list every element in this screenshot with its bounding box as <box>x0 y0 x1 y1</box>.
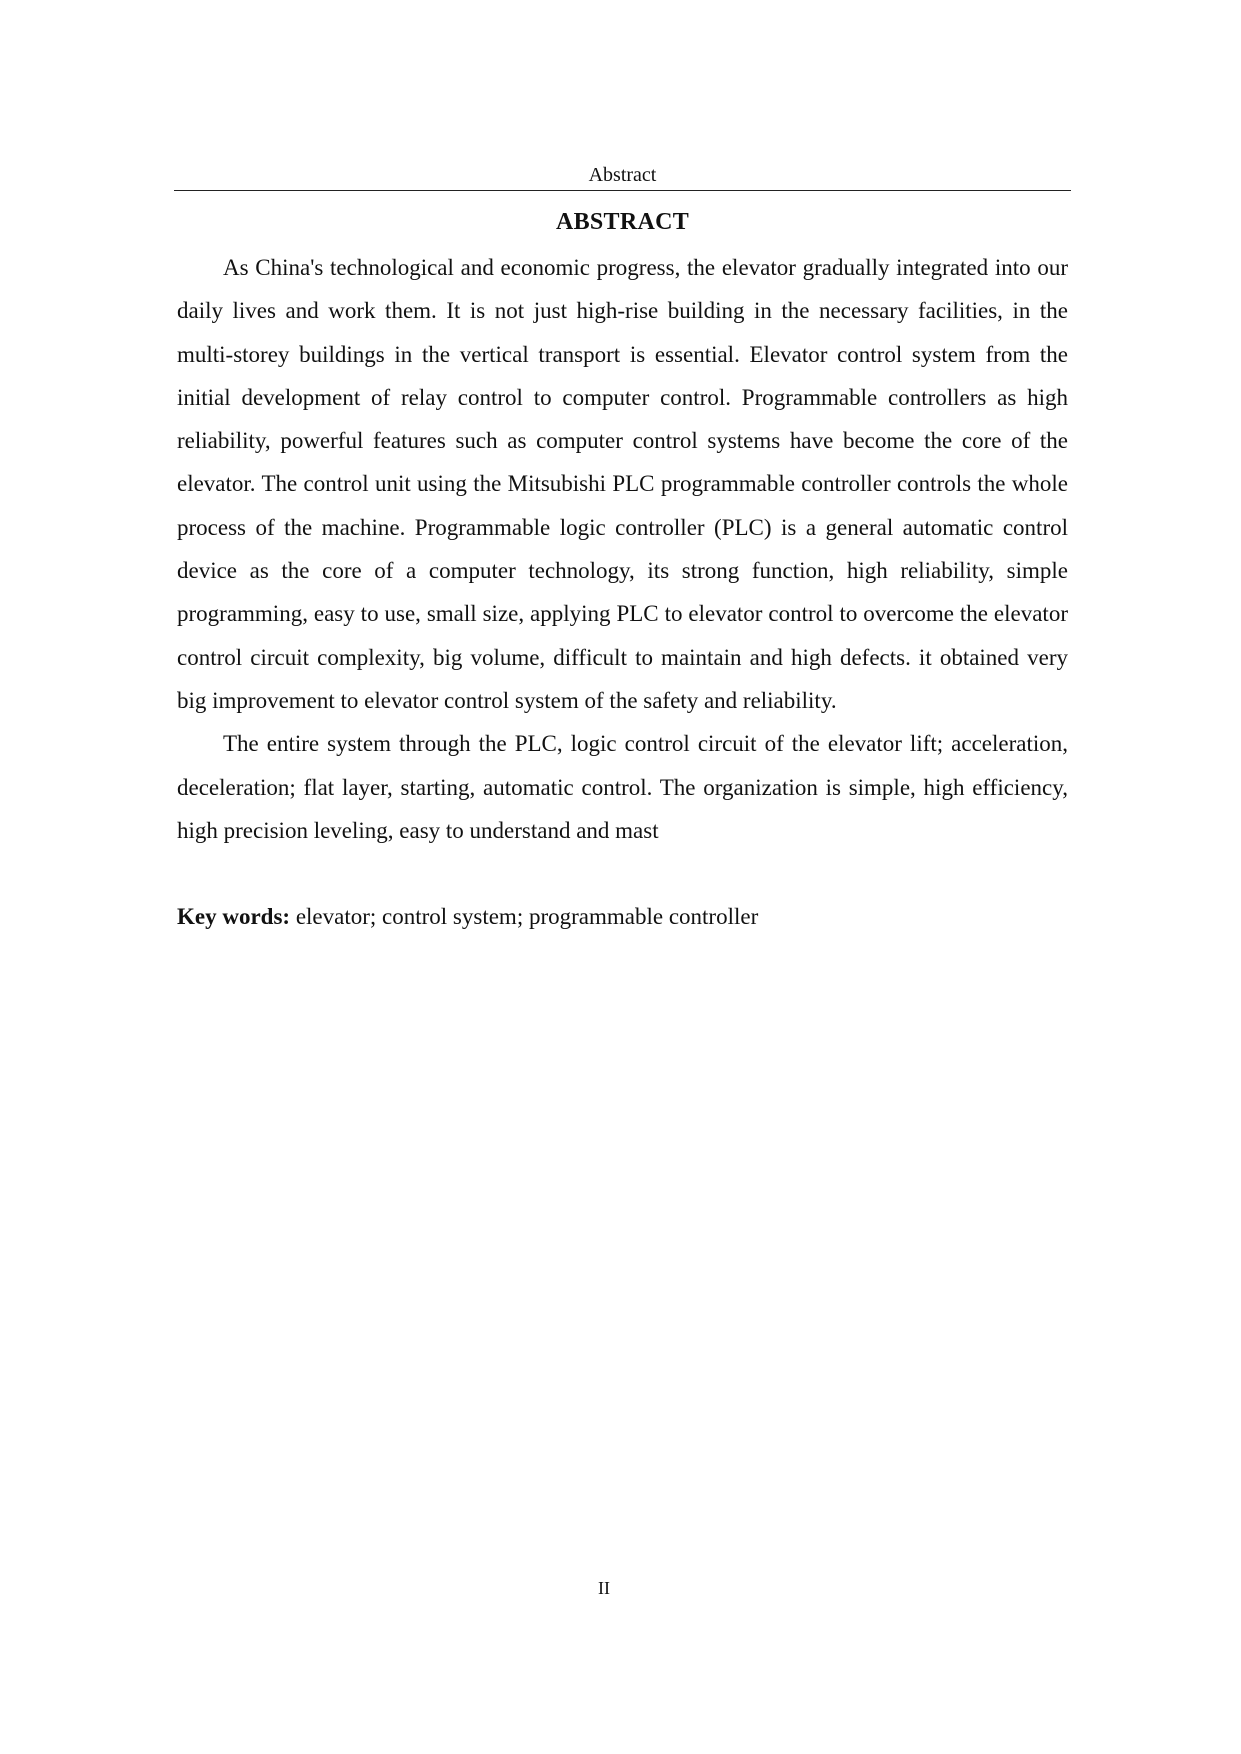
abstract-title: ABSTRACT <box>555 209 690 235</box>
keywords-line <box>177 895 1068 938</box>
keywords-label: Key words: <box>177 904 291 929</box>
keywords-text: elevator; control system; programmable controller <box>290 904 759 929</box>
abstract-paragraph-2: The entire system through the PLC, logic control circuit of the elevator lift; acceleration, deceleration; flat layer, starting, automatic control. The organization is simple, high efficiency, high precision leveling, easy to understand and mast <box>177 731 1068 843</box>
abstract-paragraph-1: As China's technological and economic progress, the elevator gradually integrated into our daily lives and work them. It is not just high-rise building in the necessary facilities, in the multi-storey buildings in the vertical transport is essential. Elevator control system from the initial development of relay control to computer control. Programmable controllers as high reliability, powerful features such as computer control systems have become the core of the elevator. The control unit using the Mitsubishi PLC programmable controller controls the whole process of the machine. Programmable logic controller (PLC) is a general automatic control device as the core of a computer technology, its strong function, high reliability, simple programming, easy to use, small size, applying PLC to elevator control to overcome the elevator control circuit complexity, big volume, difficult to maintain and high defects. it obtained very big improvement to elevator control system of the safety and reliability. <box>177 255 1068 713</box>
page-number: II <box>598 1578 610 1598</box>
running-header: Abstract <box>588 164 657 186</box>
header-rule <box>174 190 1071 191</box>
abstract-body <box>177 246 1068 852</box>
